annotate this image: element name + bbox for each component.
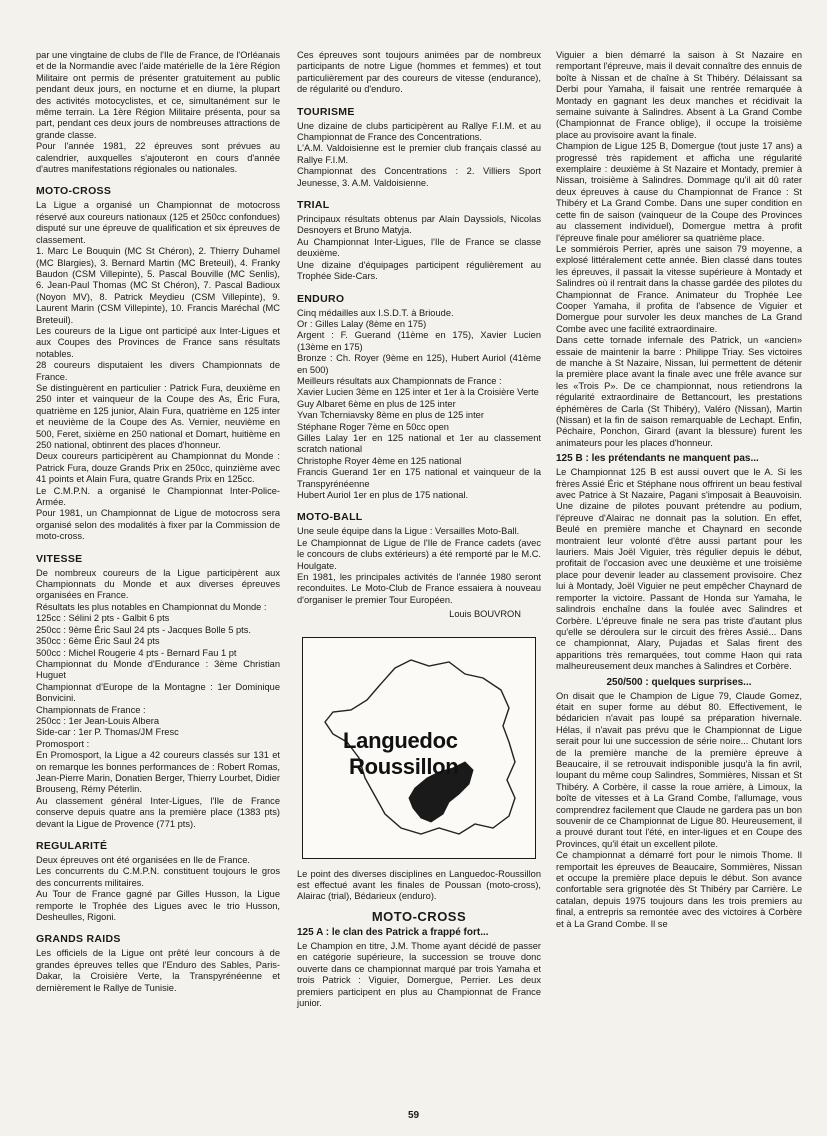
paragraph: Une dizaine d'équipages participent régulièrement au Trophée Side-Cars. bbox=[297, 259, 541, 282]
result-line: Stéphane Roger 7ème en 50cc open bbox=[297, 421, 449, 432]
result-line: Francis Guerand 1er en 175 national et vainqueur de la Transpyrénéenne bbox=[297, 467, 541, 489]
result-line: Promosport : bbox=[36, 738, 90, 749]
paragraph: En Promosport, la Ligue a 42 coureurs classés sur 131 et on remarque les bonnes performances de : Robert Romas, Jean-Pierre Marin, Donatien Berger, Thierry Lourbet, Didier Brouseng, Rémy Péterlin. bbox=[36, 750, 280, 795]
author-signature: Louis BOUVRON bbox=[449, 609, 521, 620]
paragraph: Au classement général Inter-Ligues, l'Ile de France conserve depuis quatre ans la première place (1383 pts) devant la Ligue de Provence (771 pts). bbox=[36, 795, 280, 829]
section-heading-moto-ball: MOTO-BALL bbox=[297, 511, 363, 524]
result-line: Christophe Royer 4ème en 125 national bbox=[297, 455, 462, 466]
result-line: Championnat d'Europe de la Montagne : 1er Dominique Bonvicini. bbox=[36, 681, 280, 704]
page-number: 59 bbox=[407, 1110, 420, 1121]
paragraph: Ces épreuves sont toujours animées par de nombreux participants de notre Ligue (hommes et femmes) et tout particulièrement par des coureurs de vitesse (endurance), de régularité ou d'enduro. bbox=[297, 50, 541, 95]
map-title-line-2: Roussillon bbox=[349, 753, 459, 779]
paragraph: Le C.M.P.N. a organisé le Championnat Inter-Police-Armée. bbox=[36, 485, 280, 508]
paragraph: Principaux résultats obtenus par Alain Dayssiols, Nicolas Desnoyers et Bruno Matyja. bbox=[297, 214, 541, 236]
paragraph: Pour l'année 1981, 22 épreuves sont prévues au calendrier, auxquelles s'ajouteront en cours d'année d'autres manifestations régionales ou nationales. bbox=[36, 141, 280, 175]
paragraph: Le Championnat de Ligue de l'Ile de France cadets (avec le concours de clubs extérieurs) a été remporté par le M.C. Houlgate. bbox=[297, 537, 541, 571]
paragraph: Les concurrents du C.M.P.N. constituent toujours le gros des concurrents militaires. bbox=[36, 866, 280, 888]
subheading-125b: 125 B : les prétendants ne manquent pas... bbox=[556, 453, 759, 465]
paragraph: Ce championnat a démarré fort pour le nimois Thome. Il remportait les épreuves de Beaucaire, Sommières, Nissan et occupe la première place depuis le début. Son avance confortable sera grignotée dès St Thibéry par Carrière. Le catalan, depuis 1975 toujours dans les trois premiers au final, a entrepris sa remontée avec des victoires à Corbère et à La Grand Combe. Il se bbox=[556, 850, 802, 929]
column-1 bbox=[36, 50, 280, 994]
result-line: Argent : F. Guerand (11ème en 175), Xavier Lucien (13ème en 175) bbox=[297, 330, 541, 352]
section-heading-regularite: REGULARITÉ bbox=[36, 840, 108, 852]
paragraph: 1. Marc Le Bouquin (MC St Chéron), 2. Thierry Duhamel (MC Blargies), 3. Bernard Martin (MC Breteuil), 4. Franky Baudon (CSM Villepinte), 5. Pascal Bouville (MC Senlis), 6. Jean-Paul Thomas (MC St Chéron), 7. Pascal Badioux (Noyon MV), 8. Patrick Meydieu (CSM Villepinte), 9. Laurent Marin (CSM Villepinte), 10. Francis Maréchal (MC Breteuil). bbox=[36, 246, 280, 325]
paragraph: Le Champion en titre, J.M. Thome ayant décidé de passer en catégorie supérieure, la succession se trouve donc ouverte dans ce championnat marqué par trois Yamaha et trois Patrick : Viguier, Domergue, Perrier. Les deux premiers participent en plus au Championnat de France junior. bbox=[297, 940, 541, 1008]
result-line: Or : Gilles Lalay (8ème en 175) bbox=[297, 318, 427, 329]
result-line: Hubert Auriol 1er en plus de 175 national. bbox=[297, 490, 469, 500]
paragraph: 28 coureurs disputaient les divers Championnats de France. bbox=[36, 360, 280, 382]
result-line: Championnat du Monde d'Endurance : 3ème Christian Huguet bbox=[36, 658, 280, 681]
result-line: Yvan Tcherniavsky 8ème en plus de 125 inter bbox=[297, 410, 484, 421]
subheading-250-500: 250/500 : quelques surprises... bbox=[606, 676, 752, 688]
paragraph: Résultats les plus notables en Championnat du Monde : bbox=[36, 601, 267, 612]
result-line: Side-car : 1er P. Thomas/JM Fresc bbox=[36, 727, 179, 738]
paragraph: Au Championnat Inter-Ligues, l'Ile de France se classe deuxième. bbox=[297, 236, 541, 259]
paragraph: Pour 1981, un Championnat de Ligue de motocross sera organisé selon des modalités à fixer par la Commission de moto-cross. bbox=[36, 508, 280, 542]
paragraph: Viguier a bien démarré la saison à St Nazaire en remportant l'épreuve, mais il devait connaître des ennuis de boîte à Nissan et de chaîne à St Thibéry. Délaissant sa Derbi pour Yamaha, il faisait une rentrée remarquée à Montady en gagnant les deux manches et récidivait la semaine suivante à Salindres. Absent à La Grand Combe (Championnat de France oblige), il occupe la troisième place au provisoire avant la finale. bbox=[556, 50, 802, 140]
result-line: Cinq médailles aux I.S.D.T. à Brioude. bbox=[297, 307, 454, 318]
region-map-box bbox=[302, 637, 536, 859]
map-title-line-1: Languedoc bbox=[343, 727, 458, 753]
paragraph: L'A.M. Valdoisienne est le premier club français classé au Rallye F.I.M. bbox=[297, 143, 541, 165]
paragraph: De nombreux coureurs de la Ligue participèrent aux Championnats du Monde et aux diverses épreuves organisées en France. bbox=[36, 567, 280, 601]
paragraph: Dans cette tornade infernale des Patrick, un «ancien» essaie de maintenir la barre : Philippe Triay. Ses victoires de manche à St Nazaire, Nissan, lui permettent de détenir la première place avant la finale avec une frêle avance sur les «Trois P». De ce championnat, nous retiendrons la régularité extraordinaire de Bettancourt, les prestations éphémères de Carla (St Thibéry), Valéro (Nissan), Martin (Nissan) et la fin de saison remarquable de Lechapt. Enfin, Péchaire, Ponchon, Girard (avant la blessure) furent les animateurs pour les places d'honneur. bbox=[556, 335, 802, 448]
section-heading-grands-raids: GRANDS RAIDS bbox=[36, 933, 121, 946]
paragraph: par une vingtaine de clubs de l'Ile de France, de l'Orléanais et de la Normandie avec l'aide matérielle de la 1ère Région Militaire ont permis de présenter gratuitement au public pendant deux jours, en nocturne et en diurne, la plupart des activités motocyclistes, et ce, simultanément sur le même terrain. La 1ère Région Militaire présenta, pour sa part, pendant ces deux jours de nombreuses attractions de grande classe. bbox=[36, 50, 280, 140]
paragraph: Champion de Ligue 125 B, Domergue (tout juste 17 ans) a progressé très rapidement et afficha une régularité exemplaire : deuxième à St Nazaire et Montady, premier à Nissan, troisième à Salindres. Dommage qu'il ait dû rater deux épreuves à cause du Championnat de France : St Thibéry et La Grand Combe. Dans une super condition en cette fin de saison (vainqueur de la Coupe des Provinces au classement individuel), Domergue mettra à profit l'épreuve finale pour améliorer sa quatrième place. bbox=[556, 141, 802, 243]
result-line: 350cc : 6ème Éric Saul 24 pts bbox=[36, 636, 160, 647]
section-heading-enduro: ENDURO bbox=[297, 292, 345, 305]
paragraph: Une dizaine de clubs participèrent au Rallye F.I.M. et au Championnat de France des Concentrations. bbox=[297, 120, 541, 143]
paragraph: Deux coureurs participèrent au Championnat du Monde : Patrick Fura, douze Grands Prix en 250cc, quinzième avec 41 points et Alain Fura, quatre Grands Prix en 125cc. bbox=[36, 451, 280, 485]
section-heading-lr-motocross: MOTO-CROSS bbox=[371, 908, 467, 924]
result-line: 250cc : 1er Jean-Louis Albera bbox=[36, 715, 160, 726]
result-line: Gilles Lalay 1er en 125 national et 1er au classement scratch national bbox=[297, 432, 541, 455]
paragraph: Championnat des Concentrations : 2. Villiers Sport Jeunesse, 3. A.M. Valdoisienne. bbox=[297, 166, 541, 188]
column-2 bbox=[297, 50, 541, 1009]
section-heading-vitesse: VITESSE bbox=[36, 552, 83, 565]
paragraph: Le Championnat 125 B est aussi ouvert que le A. Si les frères Assié Éric et Stéphane nous offrirent un beau festival avec Patrice à St Nazaire, Pagani s'imposait à Beauvoisin. Une dizaine de pilotes pouvant prétendre au podium, l'épreuve d'Alairac ne donnait pas la solution. En effet, Beulé en première manche et Chaynard en seconde montraient leur volonté d'être aussi partant pour les lauriers. Mais Joël Viguier, très régulier depuis le début, profitait de l'occasion avec une deuxième et une troisième place pour devenir leader au classement provisoire. Chez lui à Montady, Joël Viguier ne peut empêcher Chaynard de remporter la victoire. Passant de Honda sur Yamaha, le salindrois enchaîne dans la foulée avec Salindres et Corbère. L'épreuve finale ne sera pas triste d'autant plus qu'elle se déroulera sur le circuit des frères Assié... Dans ce championnat, Alary, Pujadas et Salas firent des apparitions très remarquées, tout comme Haon qui rata malheureusement deux manches à Salindres et Corbère. bbox=[556, 467, 802, 672]
section-heading-tourisme: TOURISME bbox=[297, 105, 355, 118]
section-heading-trial: TRIAL bbox=[297, 199, 330, 212]
result-line: Bronze : Ch. Royer (9ème en 125), Hubert Auriol (41ème en 500) bbox=[297, 353, 541, 375]
paragraph: Les officiels de la Ligue ont prêté leur concours à de grandes épreuves telles que l'Enduro des Sables, Paris-Dakar, la Croisière Verte, la Transpyrénéenne et dernièrement le Rallye de Tunisie. bbox=[36, 948, 280, 993]
map-caption: Le point des diverses disciplines en Languedoc-Roussillon est effectué avant les finales de Poussan (moto-cross), Alairac (trial), Bédarieux (enduro). bbox=[297, 868, 541, 902]
result-line: 500cc : Michel Rougerie 4 pts - Bernard Fau 1 pt bbox=[36, 647, 237, 658]
result-line: Meilleurs résultats aux Championnats de France : bbox=[297, 375, 502, 386]
paragraph: Une seule équipe dans la Ligue : Versailles Moto-Ball. bbox=[297, 526, 520, 537]
paragraph: Deux épreuves ont été organisées en Ile de France. bbox=[36, 855, 250, 865]
paragraph: Se distinguèrent en particulier : Patrick Fura, deuxième en 250 inter et vainqueur de la Coupe des As, Éric Fura, quatrième en 125 junior, Alain Fura, quatrième en 125 inter et neuvième de la Coupe des As. Vernier, neuvième en 500, Feret, sixième en 250 national et Domart, huitième en 250 national, obtinrent des places d'honneur. bbox=[36, 382, 280, 450]
subheading-125a: 125 A : le clan des Patrick a frappé fort... bbox=[297, 926, 489, 938]
result-line: 250cc : 9ème Éric Saul 24 pts - Jacques Bolle 5 pts. bbox=[36, 624, 251, 635]
paragraph: Les coureurs de la Ligue ont participé aux Inter-Ligues et aux Coupes des Provinces de France sans résultats notables. bbox=[36, 325, 280, 359]
column-3 bbox=[556, 50, 802, 930]
paragraph: Au Tour de France gagné par Gilles Husson, la Ligue remporte le Trophée des Ligues avec le trio Husson, Desheulles, Rigoni. bbox=[36, 889, 280, 923]
paragraph: Le sommiérois Perrier, après une saison 79 moyenne, a explosé littéralement cette année. Bien classé dans toutes les épreuves, il passait la vitesse supérieure à Montady et Salindres où il rentrait dans la chasse gardée des pilotes du Championnat de France. Animateur du Trophée Lee Cooper Yamaha, il profita de l'absence de Viguier et Domergue pour survoler les deux manches de La Grand Combe avec une facilité extraordinaire. bbox=[556, 243, 802, 334]
section-heading-motocross: MOTO-CROSS bbox=[36, 185, 112, 198]
paragraph: En 1981, les principales activités de l'année 1980 seront reconduites. Le Moto-Club de France essaiera à nouveau d'organiser le premier Tour Européen. bbox=[297, 572, 541, 605]
result-line: Xavier Lucien 3ème en 125 inter et 1er à la Croisière Verte bbox=[297, 387, 539, 398]
paragraph: La Ligue a organisé un Championnat de motocross réservé aux coureurs nationaux (125 et 250cc confondues) disputé sur une épreuve de qualification et six épreuves de classement. bbox=[36, 200, 280, 245]
paragraph: On disait que le Champion de Ligue 79, Claude Gomez, était en super forme au début 80. Effectivement, le bédaricien n'avait pas loupé sa préparation hivernale. Hélas, il n'avait pas prévu que le Championnat de Ligue serait pour lui une succession de série noire... Chutant lors de la première manche de la première épreuve à Beaucaire, il se retrouvait indisponible jusqu'à la fin avril, loupant du même coup Salindres, Sommières, Nissan et St Thibéry. A Corbère, il casse la roue arrière, à Limoux, la boîte de vitesses et à La Grand Combe, l'allumage, vous comprendrez facilement que Claude ne gardera pas un bon souvenir de ce Championnat de Ligue 80. Heureusement, il a prouvé durant tout l'été, en inter-ligues et en Coupe des Provinces, qu'il était un excellent pilote. bbox=[556, 690, 802, 849]
result-line: Guy Albaret 6ème en plus de 125 inter bbox=[297, 398, 456, 409]
map-title bbox=[343, 728, 458, 780]
result-line: 125cc : Sélini 2 pts - Galbit 6 pts bbox=[36, 613, 170, 624]
result-line: Championnats de France : bbox=[36, 704, 146, 715]
